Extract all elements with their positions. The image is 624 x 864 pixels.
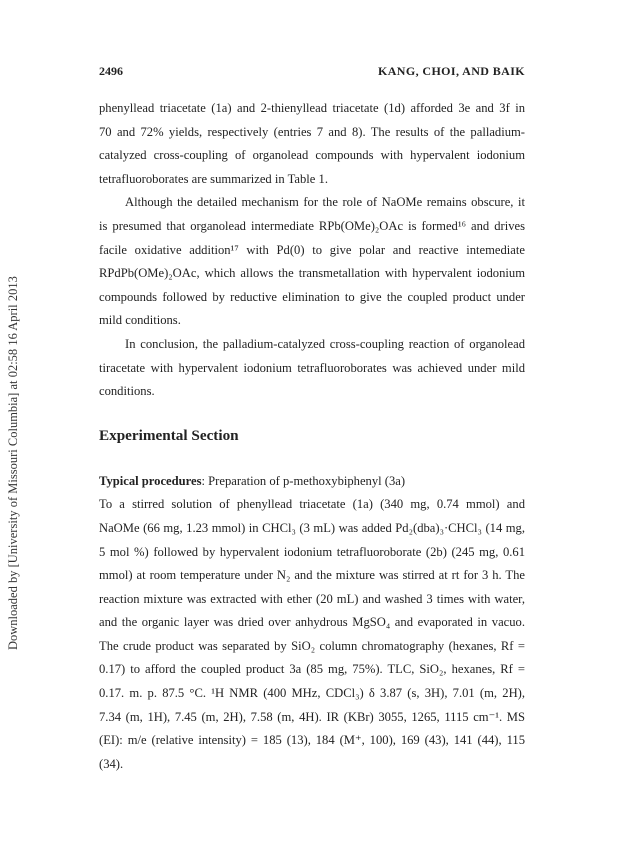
download-watermark xyxy=(6,230,20,650)
text-line: 0.17. m. p. 87.5 °C. ¹H NMR (400 MHz, CDCl₃) δ 3.87 (s, 3H), 7.01 (m, 2H), xyxy=(99,686,525,701)
text-line: mild conditions. xyxy=(99,313,181,328)
text-line: tetrafluoroborates are summarized in Table 1. xyxy=(99,171,328,186)
text-line: tiracetate with hypervalent iodonium tetrafluoroborates was achieved under mild xyxy=(99,360,525,375)
text-line: phenyllead triacetate (1a) and 2-thienyllead triacetate (1d) afforded 3e and 3f in xyxy=(99,101,525,115)
download-watermark-text: Downloaded by [University of Missouri Columbia] at 02:58 16 April 2013 xyxy=(6,276,20,650)
text-line: catalyzed cross-coupling of organolead compounds with hypervalent iodonium xyxy=(99,148,525,163)
text-line: and the organic layer was dried over anhydrous MgSO₄ and evaporated in vacuo. xyxy=(99,615,525,630)
text-line: NaOMe (66 mg, 1.23 mmol) in CHCl₃ (3 mL) was added Pd₂(dba)₃·CHCl₃ (14 mg, xyxy=(99,520,525,535)
text-line: 5 mol %) followed by hypervalent iodonium tetrafluoroborate (2b) (245 mg, 0.61 xyxy=(99,544,525,559)
section-title: Experimental Section xyxy=(99,426,239,444)
text-line: compounds followed by reductive elimination to give the coupled product under xyxy=(99,289,525,304)
text-line: is presumed that organolead intermediate RPb(OMe)₂OAc is formed¹⁶ and drives xyxy=(99,218,525,233)
text-line: In conclusion, the palladium-catalyzed cross-coupling reaction of organolead xyxy=(125,336,525,351)
text-line: The crude product was separated by SiO₂ column chromatography (hexanes, Rf = xyxy=(99,638,525,653)
paragraph-results xyxy=(99,97,525,191)
text-line: 7.34 (m, 1H), 7.45 (m, 2H), 7.58 (m, 4H). IR (KBr) 3055, 1265, 1115 cm⁻¹. MS xyxy=(99,709,525,724)
paragraph-mechanism xyxy=(99,191,525,333)
running-title: KANG, CHOI, AND BAIK xyxy=(377,64,525,78)
text-line: facile oxidative addition¹⁷ with Pd(0) to give polar and reactive intemediate xyxy=(99,242,525,257)
text-line: To a stirred solution of phenyllead triacetate (1a) (340 mg, 0.74 mmol) and xyxy=(99,497,525,512)
text-line: (34). xyxy=(99,756,124,771)
text-line: Although the detailed mechanism for the role of NaOMe remains obscure, it xyxy=(125,195,525,210)
subheading-text: : Preparation of p-methoxybiphenyl (3a) xyxy=(201,473,406,488)
paragraph-conclusion xyxy=(99,333,525,404)
text-line: conditions. xyxy=(99,384,155,399)
text-line: 0.17) to afford the coupled product 3a (85 mg, 75%). TLC, SiO₂, hexanes, Rf = xyxy=(99,662,525,677)
text-line: (EI): m/e (relative intensity) = 185 (13), 184 (M⁺, 100), 169 (43), 141 (44), 115 xyxy=(99,733,525,748)
subheading-label: Typical procedures xyxy=(99,473,202,488)
text-line: mmol) at room temperature under N₂ and the mixture was stirred at rt for 3 h. The xyxy=(99,568,525,583)
text-line: RPdPb(OMe)₂OAc, which allows the transmetallation with hypervalent iodonium xyxy=(99,266,525,281)
procedure-subheading xyxy=(99,470,525,494)
text-line: 70 and 72% yields, respectively (entries 7 and 8). The results of the palladium- xyxy=(99,124,525,139)
paragraph-procedure xyxy=(99,493,525,776)
text-line: reaction mixture was extracted with ether (20 mL) and washed 3 times with water, xyxy=(99,591,525,606)
article-body xyxy=(99,97,525,776)
page-number: 2496 xyxy=(99,64,123,78)
